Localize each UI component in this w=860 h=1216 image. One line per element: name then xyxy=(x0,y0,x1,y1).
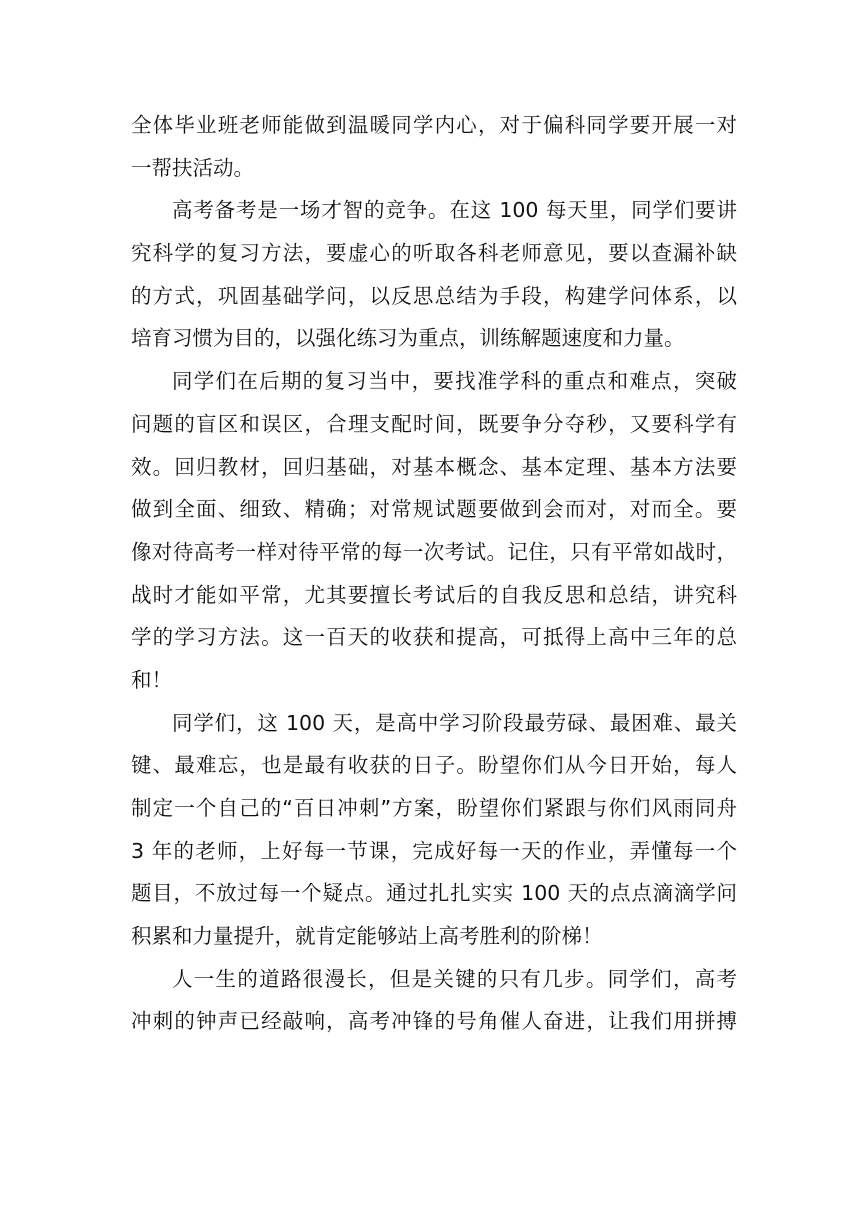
text-line: 效。回归教材，回归基础，对基本概念、基本定理、基本方法要 xyxy=(131,454,737,479)
text-line: 同学们在后期的复习当中，要找准学科的重点和难点，突破 xyxy=(172,369,737,394)
text-line: 问题的盲区和误区，合理支配时间，既要争分夺秒，又要科学有 xyxy=(131,411,737,436)
text-line: 像对待高考一样对待平常的每一次考试。记住，只有平常如战时， xyxy=(131,539,737,564)
text-line: 战时才能如平常，尤其要擅长考试后的自我反思和总结，讲究科 xyxy=(131,582,737,607)
text-line: 高考备考是一场才智的竞争。在这 100 每天里，同学们要讲 xyxy=(172,198,737,223)
text-line: 制定一个自己的“百日冲刺”方案，盼望你们紧跟与你们风雨同舟 xyxy=(131,796,737,820)
text-line: 和！ xyxy=(131,667,172,692)
text-line: 同学们，这 100 天，是高中学习阶段最劳碌、最困难、最关 xyxy=(172,710,737,735)
text-line: 3 年的老师，上好每一节课，完成好每一天的作业，弄懂每一个 xyxy=(131,838,737,863)
text-line: 究科学的复习方法，要虚心的听取各科老师意见，要以查漏补缺 xyxy=(131,241,737,266)
text-line: 全体毕业班老师能做到温暖同学内心，对于偏科同学要开展一对 xyxy=(131,113,737,137)
text-line: 积累和力量提升，就肯定能够站上高考胜利的阶梯！ xyxy=(131,924,603,949)
text-line: 冲刺的钟声已经敲响，高考冲锋的号角催人奋进，让我们用拼搏 xyxy=(131,1009,737,1034)
text-line: 学的学习方法。这一百天的收获和提高，可抵得上高中三年的总 xyxy=(131,625,737,650)
text-line: 人一生的道路很漫长，但是关键的只有几步。同学们，高考 xyxy=(172,966,737,991)
text-line: 题目，不放过每一个疑点。通过扎扎实实 100 天的点点滴滴学问 xyxy=(131,881,737,906)
text-line: 的方式，巩固基础学问，以反思总结为手段，构建学问体系，以 xyxy=(131,283,737,308)
document-body xyxy=(131,104,737,1043)
text-line: 一帮扶活动。 xyxy=(131,155,254,180)
text-line: 培育习惯为目的，以强化练习为重点，训练解题速度和力量。 xyxy=(131,326,685,351)
text-line: 做到全面、细致、精确；对常规试题要做到会而对，对而全。要 xyxy=(131,497,737,522)
text-line: 键、最难忘，也是最有收获的日子。盼望你们从今日开始，每人 xyxy=(131,753,737,778)
